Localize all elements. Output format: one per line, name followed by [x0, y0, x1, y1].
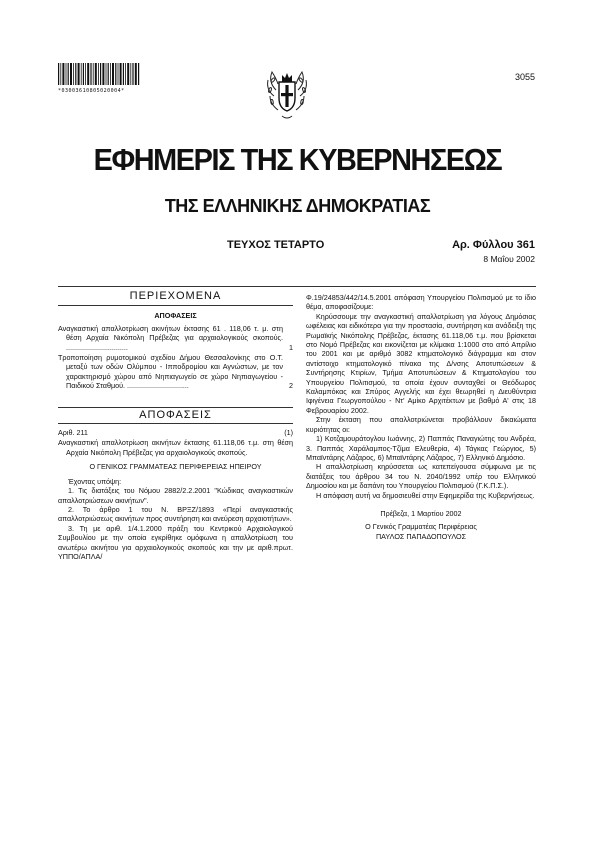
- decisions-top-divider: [58, 407, 293, 408]
- gazette-title: ΕΦΗΜΕΡΙΣ ΤΗΣ ΚΥΒΕΡΝΗΣΕΩΣ: [93, 142, 502, 177]
- decisions-bottom-divider: [58, 423, 293, 424]
- toc-item[interactable]: [58, 353, 293, 391]
- decision-ref: (1): [284, 428, 293, 438]
- decision-paragraph: Στην έκταση που απαλλοτριώνεται προβάλλουν δικαιώματα κυριότητας οι:: [306, 415, 536, 434]
- contents-section: ΑΠΟΦΑΣΕΙΣ: [154, 311, 197, 321]
- toc-item-page: 2: [289, 381, 293, 391]
- consideration-point: 2. Το άρθρο 1 του Ν. ΒΡΞΖ/1893 «Περί αναγκαστικής απαλλοτριώσεως ακινήτων προς συντήρηση και ανεύρεση αρχαιοτήτων».: [58, 504, 293, 524]
- toc-item-page: 1: [289, 342, 293, 352]
- consideration-point: 3. Τη με αριθ. 1/4.1.2000 πράξη του Κεντρικού Αρχαιολογικού Συμβουλίου με την οποία εγκρίθηκε ομόφωνα η απαλλοτρίωση του ανωτέρω ακινήτου για αρχαιολογικούς σκοπούς και την με αριθ.πρωτ. ΥΠΠΟ/ΑΠΛΑ/: [58, 523, 293, 561]
- contents-heading: ΠΕΡΙΕΧΟΜΕΝΑ: [129, 290, 222, 302]
- decision-number-row: [58, 428, 293, 437]
- toc-item-text: Τροποποίηση ρυμοτομικού σχεδίου Δήμου Θεσσαλονίκης στο Ο.Τ. μεταξύ των οδών Ολύμπου - Ιπποδρομίου και Αγνώστων, με τον χαρακτηρισμό χώρου από Νηπιαγωγείο σε χώρο Νηπιαγωγείου - Παιδικού Σταθμού. ...............................: [58, 353, 283, 391]
- decision-authority: Ο ΓΕΝΙΚΟΣ ΓΡΑΜΜΑΤΕΑΣ ΠΕΡΙΦΕΡΕΙΑΣ ΗΠΕΙΡΟΥ: [89, 462, 262, 472]
- signer-name: ΠΑΥΛΟΣ ΠΑΠΑΔΟΠΟΥΛΟΣ: [375, 531, 467, 541]
- barcode-number: *03003610805020004*: [58, 88, 125, 94]
- decision-paragraph: Κηρύσσουμε την αναγκαστική απαλλοτρίωση για λόγους Δημόσιας ωφέλειας και ειδικότερα για την προστασία, συντήρηση και ανάδειξη της Ρωμαϊκής Νικόπολης Πρέβεζας, έκτασης 61.118,06 τ.μ. που βρίσκεται στο Νομό Πρέβεζας και εικονίζεται με κλίμακα 1:1000 στο από Απρίλιο του 2001 και με αριθμό 3082 κτηματολογικό διάγραμμα και στον αντίστοιχο κτηματολογικό πίνακα της Δ/νσης Αποτυπώσεων & Συντήρησης Κτιρίων, Τμήμα Αποτυπώσεων & Κτηματολογίου του Υπουργείου Πολιτισμού, τα οποία έχουν συνταχθεί οι Θεόδωρος Καλαμπόκας και Σπύρος Αγγελής και έχει θεωρηθεί η Διευθύντρια Ιφιγένεια Γεωργοπούλου - Ντ' Αμίκο Αρχιτέκτων με βαθμό Α' στις 18 Φεβρουαρίου 2002.: [306, 311, 536, 415]
- consideration-point: 1. Τις διατάξεις του Νόμου 2882/2.2.2001 "Κώδικας αναγκαστικών απαλλοτριώσεων ακινήτων".: [58, 486, 293, 505]
- decision-paragraph: Η απόφαση αυτή να δημοσιευθεί στην Εφημερίδα της Κυβερνήσεως.: [316, 490, 535, 500]
- considering-label: Έχοντας υπόψη:: [68, 476, 122, 486]
- sheet-number: Αρ. Φύλλου 361: [452, 239, 535, 251]
- place-date: Πρέβεζα, 1 Μαρτίου 2002: [380, 508, 462, 518]
- issue-date: 8 Μαΐου 2002: [483, 254, 535, 264]
- page-number: 3055: [514, 72, 535, 82]
- greek-coat-of-arms-icon: [262, 60, 312, 122]
- decision-paragraph: 1) Κοτζαμουράτογλου Ιωάννης, 2) Παππάς Παναγιώτης του Ανδρέα, 3. Παππάς Χαράλαμπος-Τζίμα Ελευθερία, 4) Τάγκας Γεώργιος, 5) Μπαϊντάρης Λάζαρος, 6) Μπαϊντάρης Λάζαρος, 7) Ελληνικό Δημόσιο.: [306, 434, 536, 462]
- left-column: [58, 290, 293, 561]
- gazette-subtitle: ΤΗΣ ΕΛΛΗΝΙΚΗΣ ΔΗΜΟΚΡΑΤΙΑΣ: [164, 196, 431, 216]
- right-column: [306, 293, 536, 541]
- toc-item[interactable]: [58, 324, 293, 352]
- decision-subject: Αναγκαστική απαλλοτρίωση ακινήτων έκτασης 61.118,06 τ.μ. στη θέση Αρχαία Νικόπολη Πρέβεζας για αρχαιολογικούς σκοπούς.: [58, 438, 293, 457]
- header-divider: [58, 286, 536, 287]
- decision-number: Αριθ. 211: [58, 428, 88, 438]
- contents-divider: [58, 305, 293, 306]
- toc-item-text: Αναγκαστική απαλλοτρίωση ακινήτων έκτασης 61 . 118,06 τ. μ. στη θέση Αρχαία Νικόπολη Πρέβεζας για αρχαιολογικούς σκοπούς. ...............................: [58, 323, 283, 352]
- decision-paragraph: Η απαλλοτρίωση κηρύσσεται ως κατεπείγουσα σύμφωνα με τις διατάξεις του άρθρου 34 του Ν. 2040/1992 υπέρ του Ελληνικού Δημοσίου και με δαπάνη του Υπουργείου Πολιτισμού (Γ.Κ.Π.Σ.).: [306, 462, 536, 491]
- issue-label: ΤΕΥΧΟΣ ΤΕΤΑΡΤΟ: [227, 239, 325, 251]
- decisions-heading: ΑΠΟΦΑΣΕΙΣ: [139, 408, 212, 421]
- decision-continuation: Φ.19/24853/442/14.5.2001 απόφαση Υπουργείου Πολιτισμού με το ίδιο θέμα, αποφασίζουμε:: [306, 293, 536, 312]
- signer-title: Ο Γενικός Γραμματέας Περιφέρειας: [365, 522, 477, 532]
